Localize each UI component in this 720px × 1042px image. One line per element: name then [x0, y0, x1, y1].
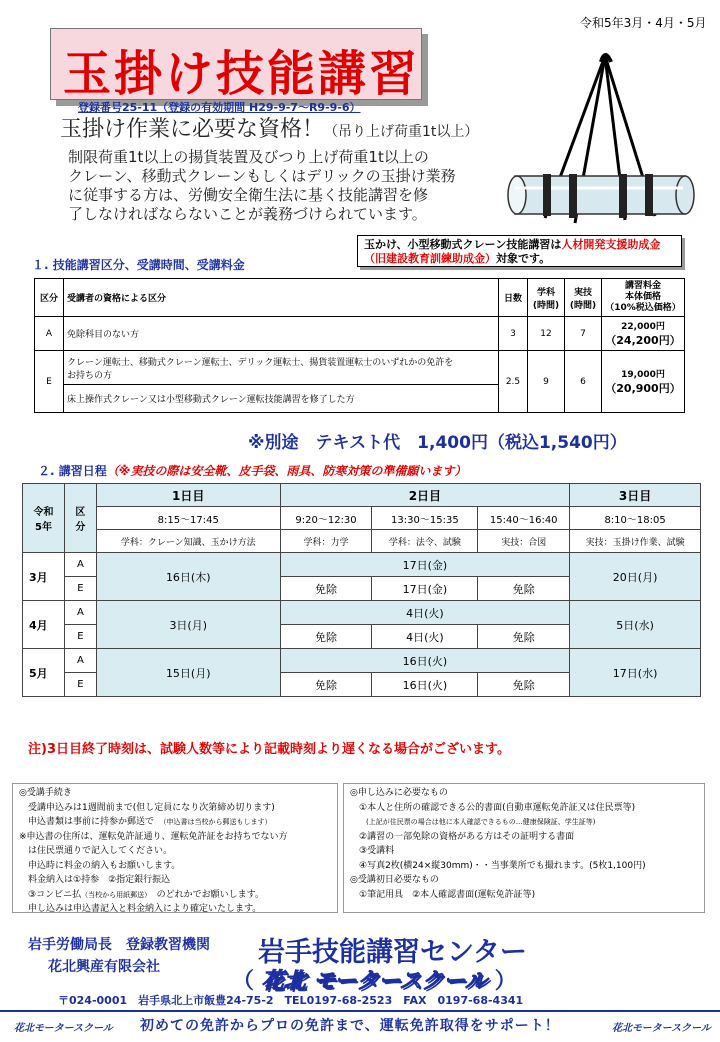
- schedule-table: 令和 5年 区 分 1日目 2日目 3日目 8:15～17:45 9:20～12:30 13:30～15:35 15:40～16:40 8:10～18:05 学科：クレーン知識、玉かけ方法 学科：力学 学科：法令、試験 実技：合図 実技：玉掛け作業、試験 3月 A 16日(木) 17日(金) 20日(月) E 免除 17日(金) 免除 4月 A 3日(月) 4日(火) 5日(水) E 免除 4日(火) 免除 5月 A 15日(月) 16日(火) 17日(水) E 免除 16日(火) 免除: [22, 483, 701, 697]
- exempt-cell: 免除: [478, 673, 570, 697]
- exempt-cell: 免除: [478, 577, 570, 601]
- school-logo-text: 花北 モータースクール: [261, 969, 487, 994]
- grant-text: 玉かけ、小型移動式クレーン技能講習は: [364, 238, 562, 251]
- cell-kubun: A: [35, 317, 64, 351]
- cell-days: 2.5: [499, 351, 528, 413]
- section1-title: １. 技能講習区分、受講時間、受講料金: [32, 258, 245, 272]
- day1-header: 1日目: [96, 484, 280, 507]
- day2-date-a: 16日(火): [280, 649, 570, 673]
- day2-date-e: 17日(金): [372, 577, 478, 601]
- day1-date: 3日(月): [96, 601, 280, 649]
- requirement-line: ①本人と住所の確認できる公的書面(自動車運転免許証又は住民票等): [350, 802, 636, 813]
- requirement-line: ③受講料: [350, 846, 395, 856]
- requirement-line: ①筆記用具 ②本人確認書面(運転免許証等): [350, 889, 536, 900]
- requirement-line: ◎受講初日必要なもの: [350, 875, 439, 885]
- fee-tax: （24,200円）: [605, 334, 681, 347]
- title-banner: [50, 28, 422, 100]
- day3-date: 20日(月): [570, 553, 701, 601]
- section2-note: （※実技の際は安全靴、皮手袋、雨具、防寒対策の準備願います）: [106, 464, 467, 478]
- textbook-fee: ※別途 テキスト代 1,400円（税込1,540円）: [248, 433, 627, 453]
- day1-date: 15日(月): [96, 649, 280, 697]
- procedure-small-note: （当校から用紙郵送）: [81, 890, 148, 899]
- th-days: 日数: [499, 279, 528, 317]
- procedure-line: ◎受講手続き: [19, 788, 72, 798]
- registration-number: 登録番号25-11（登録の有効期間 H29-9-7～R9-9-6）: [78, 101, 361, 114]
- grant-notice: [357, 235, 682, 267]
- organization-company: 花北興産有限会社: [48, 959, 160, 975]
- headline-sub: （吊り上げ荷重1t以上）: [324, 124, 479, 140]
- cell-practical: 6: [565, 351, 602, 413]
- requirements-box: [343, 783, 705, 913]
- issue-date: 令和5年3月・4月・5月: [580, 16, 707, 30]
- exempt-cell: 免除: [280, 577, 372, 601]
- sling-pipe-illustration: [505, 48, 695, 228]
- procedure-line: 申込書類は事前に持参か郵送で: [19, 817, 155, 827]
- day2-header: 2日目: [280, 484, 570, 507]
- procedure-line: 申し込みは申込書記入と料金納入により確定いたします。: [19, 904, 262, 914]
- cell-qualification: クレーン運転士、移動式クレーン運転士、デリック運転士、揚貨装置運転士のいずれかの免許を お持ちの方: [64, 351, 499, 385]
- fee-tax: （20,900円）: [605, 382, 681, 395]
- headline-main: 玉掛け作業に必要な資格！: [60, 117, 325, 142]
- th-fee: 講習料金 本体価格 （10%税込価格）: [602, 279, 685, 317]
- cell-days: 3: [499, 317, 528, 351]
- cell-qualification-alt: 床上操作式クレーン又は小型移動式クレーン運転技能講習を修了した方: [64, 385, 499, 413]
- time-slot: 9:20～12:30: [280, 507, 372, 530]
- day1-date: 16日(木): [96, 553, 280, 601]
- contact-address: 〒024-0001 岩手県北上市飯豊24-75-2 TEL0197-68-2523 FAX 0197-68-4341: [58, 994, 524, 1007]
- subject-cell: 実技：玉掛け作業、試験: [570, 530, 701, 553]
- schedule-corner: 令和 5年: [23, 484, 65, 553]
- school-paren-close: ）: [494, 969, 517, 994]
- th-practical: 実技 (時間): [565, 279, 602, 317]
- school-name: [232, 964, 517, 995]
- section2-heading: ２. 講習日程: [38, 464, 107, 478]
- cell-fee: [602, 351, 685, 413]
- end-time-note: 注)3日目終了時刻は、試験人数等により記載時刻より遅くなる場合がございます。: [28, 742, 510, 757]
- footer-slogan: 初めての免許からプロの免許まで、運転免許取得をサポート！: [140, 1018, 560, 1034]
- grant-name: 人材開発支援助成金: [561, 238, 661, 251]
- procedure-line: 料金納入は①持参 ②指定銀行振込: [19, 875, 171, 885]
- exempt-cell: 免除: [280, 625, 372, 649]
- intro-text: 制限荷重1t以上の揚貨装置及びつり上げ荷重1t以上の クレーン、移動式クレーンもしくはデリックの玉掛け業務 に従事する方は、労働安全衛生法に基く技能講習を修 了しなければならないことが義務づけられています。: [68, 148, 456, 223]
- section2-title: [38, 462, 466, 479]
- subject-cell: 学科：法令、試験: [372, 530, 478, 553]
- cell-practical: 7: [565, 317, 602, 351]
- day3-date: 17日(水): [570, 649, 701, 697]
- requirement-line: ④写真2枚(横24×縦30mm)・・当事業所でも撮れます。(5枚1,100円): [350, 860, 646, 871]
- day3-header: 3日目: [570, 484, 701, 507]
- school-paren-open: （: [232, 969, 255, 994]
- time-slot: 13:30～15:35: [372, 507, 478, 530]
- cell-fee: [602, 317, 685, 351]
- page-title: 玉掛け技能講習: [63, 46, 421, 102]
- procedure-line: ③コンビニ払: [19, 889, 82, 900]
- exempt-cell: 免除: [478, 625, 570, 649]
- footer-logo-left: 花北モータースクール: [14, 1023, 113, 1034]
- requirement-line: ②講習の一部免除の資格がある方はその証明する書面: [350, 831, 575, 842]
- procedure-line: は住民票通りで記入してください。: [19, 846, 173, 856]
- day2-date-a: 17日(金): [280, 553, 570, 577]
- fee-base: 19,000円: [621, 370, 665, 380]
- organization-registration: 岩手労働局長 登録教習機関: [28, 937, 210, 953]
- time-slot: 8:10～18:05: [570, 507, 701, 530]
- procedure-small-note: （申込書は当校から郵送もします）: [163, 818, 272, 826]
- procedure-line-tail: のどれかでお願いします。: [147, 889, 264, 900]
- day2-date-a: 4日(火): [280, 601, 570, 625]
- subject-cell: 学科：クレーン知識、玉かけ方法: [96, 530, 280, 553]
- table-row: [35, 317, 685, 351]
- day3-date: 5日(水): [570, 601, 701, 649]
- center-name: 岩手技能講習センター: [258, 937, 527, 968]
- day2-date-e: 16日(火): [372, 673, 478, 697]
- subject-cell: 実技：合図: [478, 530, 570, 553]
- procedure-line: ※申込書の住所は、運転免許証通り、運転免許証をお持ちでない方: [19, 831, 288, 842]
- footer-logo-right: 花北モータースクール: [612, 1023, 711, 1034]
- time-slot: 15:40～16:40: [478, 507, 570, 530]
- cell-kubun: E: [35, 351, 64, 413]
- course-fee-table: [34, 278, 685, 413]
- month-label: 5月: [23, 649, 65, 697]
- grant-former-name: （旧建設教育訓練助成金）: [364, 252, 496, 265]
- requirement-line: ◎申し込みに必要なもの: [350, 788, 448, 798]
- th-kubun: 区分: [35, 279, 64, 317]
- fee-base: 22,000円: [621, 322, 665, 332]
- procedure-line: 受講申込みは1週間前まで(但し定員になり次第締め切ります): [19, 802, 275, 813]
- cell-qualification: 免除科目のない方: [64, 317, 499, 351]
- procedure-box: [12, 783, 338, 913]
- grant-text-tail: 対象です。: [496, 252, 551, 265]
- cell-academic: 12: [528, 317, 565, 351]
- th-qualification: 受講者の資格による区分: [64, 279, 499, 317]
- month-label: 4月: [23, 601, 65, 649]
- schedule-kubun-header: 区 分: [64, 484, 96, 553]
- th-academic: 学科 (時間): [528, 279, 565, 317]
- exempt-cell: 免除: [280, 673, 372, 697]
- day2-date-e: 4日(火): [372, 625, 478, 649]
- time-slot: 8:15～17:45: [96, 507, 280, 530]
- month-label: 3月: [23, 553, 65, 601]
- cell-academic: 9: [528, 351, 565, 413]
- table-row: [35, 351, 685, 385]
- headline: [60, 112, 478, 143]
- procedure-line: 申込時に料金の納入もお願いします。: [19, 860, 181, 871]
- requirement-small-note: (上記が住民票の場合は他に本人確認できるもの…健康保険証、学生証等): [366, 818, 596, 826]
- subject-cell: 学科：力学: [280, 530, 372, 553]
